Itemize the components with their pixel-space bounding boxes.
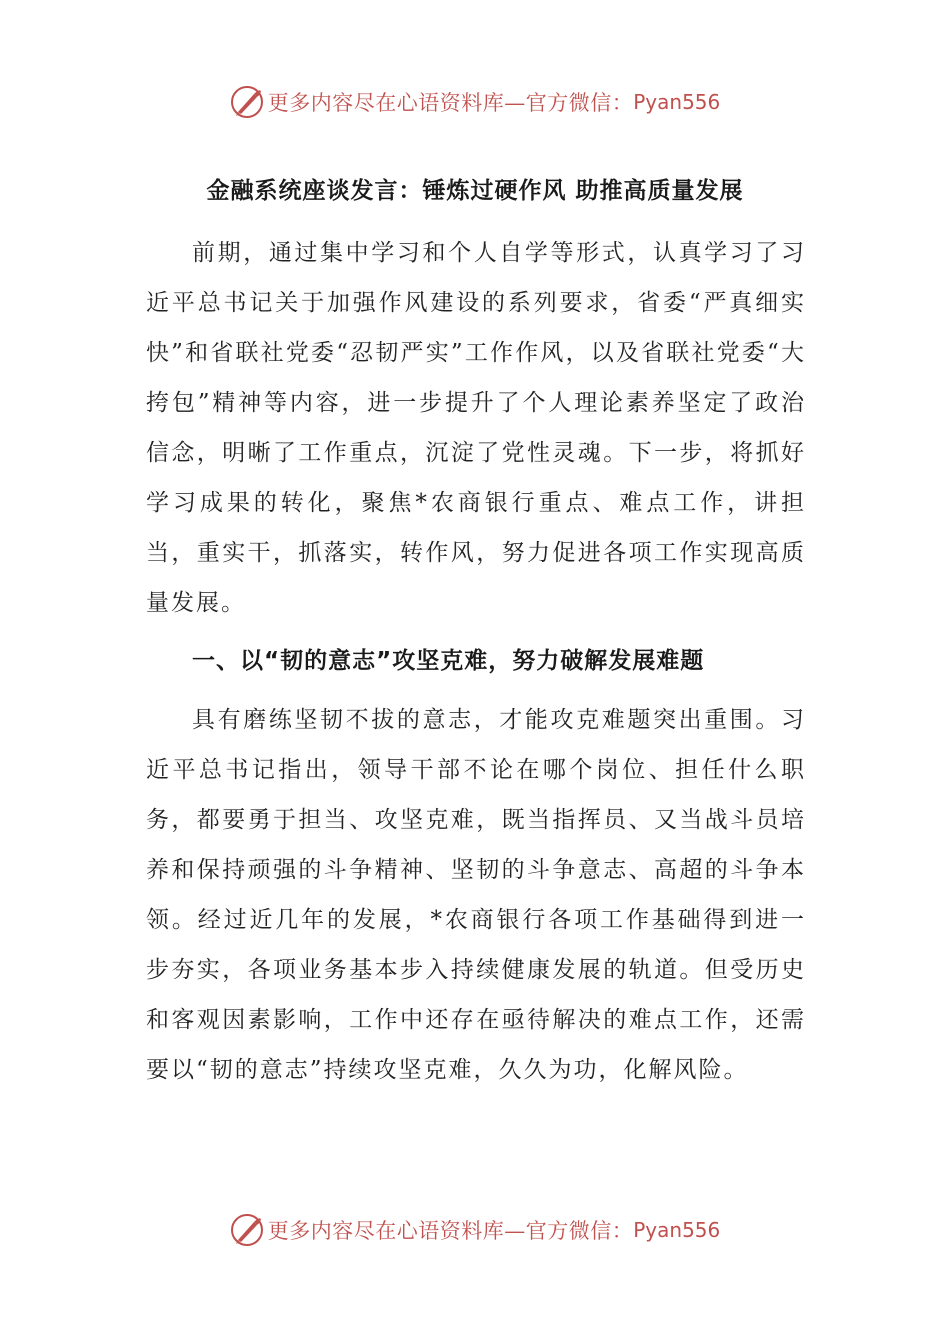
section-heading-1: 一、以“韧的意志”攻坚克难，努力破解发展难题 <box>192 648 705 674</box>
quill-pen-circle-icon <box>230 85 264 119</box>
paragraph-intro: 前期，通过集中学习和个人自学等形式，认真学习了习近平总书记关于加强作风建设的系列要求，省委“严真细实快”和省联社党委“忍韧严实”工作作风，以及省联社党委“大挎包”精神等内容，进一步提升了个人理论素养坚定了政治信念，明晰了工作重点，沉淀了党性灵魂。下一步，将抓好学习成果的转化，聚焦*农商银行重点、难点工作，讲担当，重实干，抓落实，转作风，努力促进各项工作实现高质量发展。 <box>146 240 806 616</box>
watermark-text: 更多内容尽在心语资料库—官方微信： <box>267 91 634 115</box>
quill-pen-circle-icon <box>230 1213 264 1247</box>
watermark-text: 更多内容尽在心语资料库—官方微信： <box>267 1219 634 1243</box>
watermark-banner-top <box>0 82 950 122</box>
watermark-banner-bottom <box>0 1210 950 1250</box>
watermark-wechat-id: Pyan556 <box>633 90 721 114</box>
watermark-wechat-id: Pyan556 <box>633 1218 721 1242</box>
paragraph-section-1: 具有磨练坚韧不拔的意志，才能攻克难题突出重围。习近平总书记指出，领导干部不论在哪个岗位、担任什么职务，都要勇于担当、攻坚克难，既当指挥员、又当战斗员培养和保持顽强的斗争精神、坚韧的斗争意志、高超的斗争本领。经过近几年的发展，*农商银行各项工作基础得到进一步夯实，各项业务基本步入持续健康发展的轨道。但受历史和客观因素影响，工作中还存在亟待解决的难点工作，还需要以“韧的意志”持续攻坚克难，久久为功，化解风险。 <box>146 707 806 1083</box>
document-title: 金融系统座谈发言：锤炼过硬作风 助推高质量发展 <box>206 178 744 204</box>
